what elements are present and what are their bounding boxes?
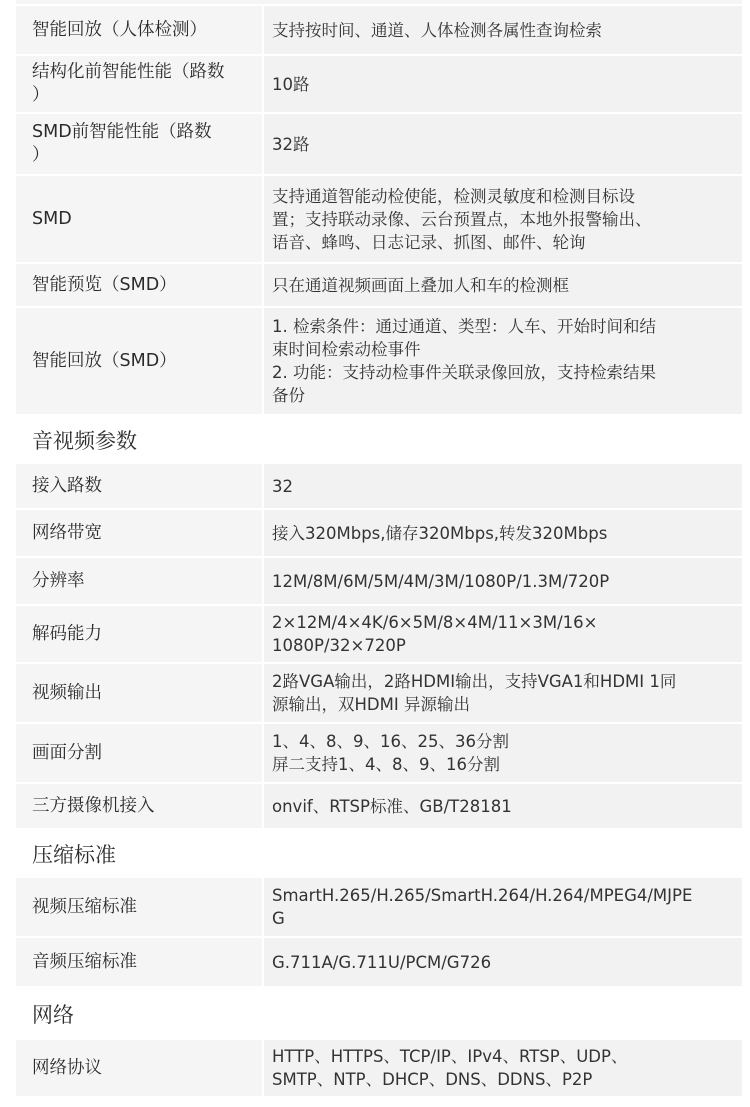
spec-value-text: HTTP、HTTPS、TCP/IP、IPv4、RTSP、UDP、 SMTP、NTP、DHCP、DNS、DDNS、P2P (272, 1047, 628, 1089)
spec-row (16, 176, 742, 264)
section-title: 压缩标准 (16, 830, 742, 878)
spec-value-text: 2路VGA输出，2路HDMI输出，支持VGA1和HDMI 1同 源输出，双HDMI 异源输出 (272, 672, 677, 714)
spec-value-text: SmartH.265/H.265/SmartH.264/H.264/MPEG4/MJPE G (272, 886, 693, 928)
spec-value (262, 1040, 742, 1096)
spec-value-text: 10路 (272, 74, 310, 94)
spec-key: 智能回放（人体检测） (32, 19, 207, 40)
spec-key: SMD (32, 208, 72, 229)
spec-row (16, 464, 742, 510)
spec-row (16, 784, 742, 830)
spec-value-text: 32 (272, 476, 293, 496)
spec-key: 分辨率 (32, 570, 85, 591)
spec-row (16, 56, 742, 114)
spec-value (262, 114, 742, 174)
spec-value-text: 1、4、8、9、16、25、36分割 屏二支持1、4、8、9、16分割 (272, 732, 509, 774)
spec-value-text: G.711A/G.711U/PCM/G726 (272, 952, 492, 972)
spec-value-text: 接入320Mbps,储存320Mbps,转发320Mbps (272, 523, 608, 543)
spec-value (262, 784, 742, 828)
spec-key: 三方摄像机接入 (32, 795, 155, 816)
spec-value-text: 32路 (272, 134, 310, 154)
spec-value-text: 1. 检索条件：通过通道、类型：人车、开始时间和结 束时间检索动检事件 2. 功能：支持动检事件关联录像回放，支持检索结果 备份 (272, 317, 656, 405)
spec-key (16, 56, 262, 112)
spec-value (262, 606, 742, 662)
spec-row (16, 308, 742, 416)
spec-key: 接入路数 (32, 475, 102, 496)
spec-value (262, 510, 742, 556)
spec-key: 智能回放（SMD） (32, 350, 177, 371)
spec-row (16, 114, 742, 176)
spec-key: 网络带宽 (32, 522, 102, 543)
spec-key: 视频压缩标准 (32, 896, 137, 917)
spec-key: 画面分割 (32, 742, 102, 763)
spec-value (262, 308, 742, 414)
spec-row (16, 606, 742, 664)
spec-key: 智能预览（SMD） (32, 274, 177, 295)
spec-value (262, 938, 742, 986)
spec-key: 网络协议 (32, 1057, 102, 1078)
spec-row (16, 558, 742, 606)
spec-value-text: 支持通道智能动检使能，检测灵敏度和检测目标设 置；支持联动录像、云台预置点，本地外报警输出、 语音、蜂鸣、日志记录、抓图、邮件、轮询 (272, 186, 652, 252)
spec-row (16, 878, 742, 938)
spec-key: 视频输出 (32, 682, 102, 703)
spec-value (262, 724, 742, 782)
spec-key: 音频压缩标准 (32, 951, 137, 972)
spec-row (16, 938, 742, 988)
spec-value (262, 176, 742, 262)
spec-key-text: SMD前智能性能（路数 ） (32, 122, 212, 165)
spec-value (262, 558, 742, 604)
spec-key-text: 结构化前智能性能（路数 ） (32, 62, 225, 105)
spec-row (16, 6, 742, 56)
spec-value-text: 2×12M/4×4K/6×5M/8×4M/11×3M/16× 1080P/32×720P (272, 613, 598, 655)
spec-key (16, 114, 262, 174)
spec-value-text: 12M/8M/6M/5M/4M/3M/1080P/1.3M/720P (272, 571, 610, 591)
spec-row (16, 510, 742, 558)
spec-row (16, 664, 742, 724)
spec-value (262, 6, 742, 54)
spec-value-text: onvif、RTSP标准、GB/T28181 (272, 796, 512, 816)
spec-row (16, 724, 742, 784)
spec-value (262, 56, 742, 112)
spec-value (262, 878, 742, 936)
spec-value-text: 只在通道视频画面上叠加人和车的检测框 (272, 275, 569, 295)
section-title: 音视频参数 (16, 416, 742, 464)
spec-value-text: 支持按时间、通道、人体检测各属性查询检索 (272, 20, 602, 40)
spec-row (16, 1040, 742, 1098)
spec-value (262, 664, 742, 722)
spec-value (262, 264, 742, 306)
spec-row (16, 264, 742, 308)
spec-value (262, 464, 742, 508)
section-title: 网络 (16, 988, 742, 1040)
spec-key: 解码能力 (32, 623, 102, 644)
